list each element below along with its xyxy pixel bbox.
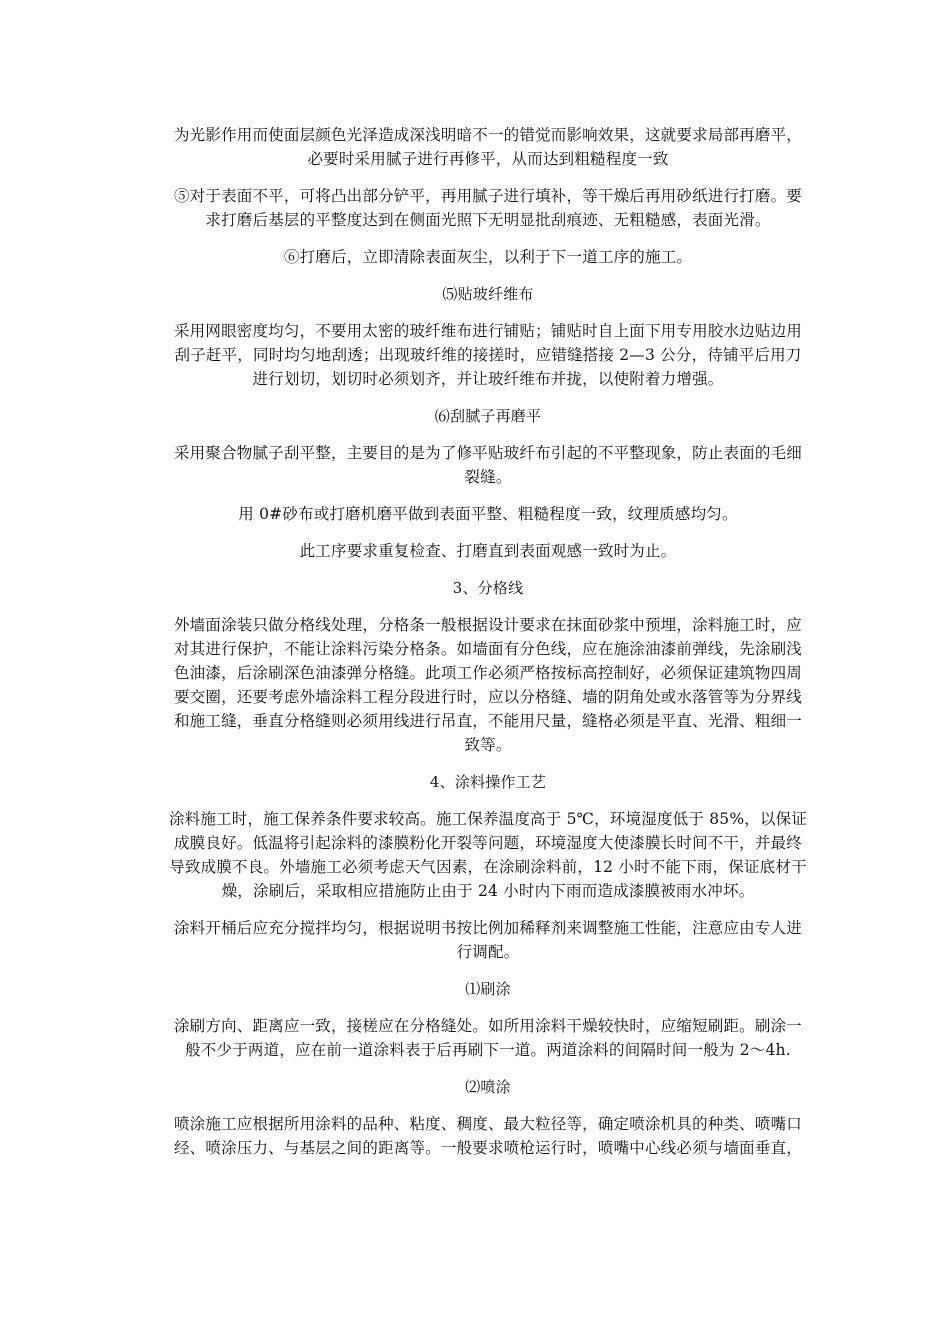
paragraph-sanding: 用 0#砂布或打磨机磨平做到表面平整、粗糙程度一致，纹理质感均匀。 [238, 505, 738, 523]
paragraph-spraying: 喷涂施工应根据所用涂料的品种、粘度、稠度、最大粒径等，确定喷涂机具的种类、喷嘴口经、喷涂压力、与基层之间的距离等。一般要求喷枪运行时，喷嘴中心线必须与墙面垂直， [173, 1115, 802, 1157]
paragraph-coating-mixing: 涂料开桶后应充分搅拌均匀，根据说明书按比例加稀释剂来调整施工性能，注意应由专人进行调配。 [173, 919, 802, 961]
section-heading-brushing: ⑴刷涂 [465, 980, 511, 998]
paragraph-step-6: ⑥打磨后，立即清除表面灰尘，以利于下一道工序的施工。 [283, 248, 693, 266]
paragraph-fiberglass: 采用网眼密度均匀，不要用太密的玻纤维布进行铺贴；铺贴时自上面下用专用胶水边贴边用刮子赶平，同时均匀地刮透；出现玻纤维的接搓时，应错缝搭接 2—3 公分，待铺平后用刀进行划切，划切时必须划齐，并让玻纤维布并拢，以使附着力增强。 [173, 322, 802, 388]
paragraph-step-5: ⑤对于表面不平，可将凸出部分铲平，再用腻子进行填补，等干燥后再用砂纸进行打磨。要求打磨后基层的平整度达到在侧面光照下无明显批刮痕迹、无粗糙感，表面光滑。 [173, 187, 802, 229]
paragraph-coating-conditions: 涂料施工时，施工保养条件要求较高。施工保养温度高于 5℃，环境湿度低于 85%，以保证成膜良好。低温将引起涂料的漆膜粉化开裂等问题，环境湿度大使漆膜长时间不干，并最终导致成膜不良。外墙施工必须考虑天气因素，在涂刷涂料前，12 小时不能下雨，保证底材干燥，涂刷后，采取相应措施防止由于 24 小时内下雨而造成漆膜被雨水冲坏。 [168, 810, 808, 900]
section-heading-division-lines: 3、分格线 [452, 579, 524, 597]
paragraph-putty: 采用聚合物腻子刮平整，主要目的是为了修平贴玻纤布引起的不平整现象，防止表面的毛细裂缝。 [173, 444, 802, 486]
section-heading-putty: ⑹刮腻子再磨平 [434, 407, 542, 425]
paragraph-brushing: 涂刷方向、距离应一致，接槎应在分格缝处。如所用涂料干燥较快时，应缩短刷距。刷涂一般不少于两道，应在前一道涂料表于后再刷下一道。两道涂料的间隔时间一般为 2～4h. [173, 1017, 802, 1059]
section-heading-spraying: ⑵喷涂 [465, 1078, 511, 1096]
paragraph-division-lines: 外墙面涂装只做分格线处理，分格条一般根据设计要求在抹面砂浆中预埋，涂料施工时，应对其进行保护，不能让涂料污染分格条。如墙面有分色线，应在施涂油漆前弹线，先涂刷浅色油漆，后涂刷深色油漆弹分格缝。此项工作必须严格按标高控制好，必须保证建筑物四周要交圈，还要考虑外墙涂料工程分段进行时，应以分格缝、墙的阴角处或水落管等为分界线和施工缝，垂直分格缝则必须用线进行吊直，不能用尺量，缝格必须是平直、光滑、粗细一致等。 [173, 616, 802, 754]
document-body [168, 123, 808, 1160]
section-heading-coating-process: 4、涂料操作工艺 [429, 773, 547, 791]
section-heading-fiberglass: ⑸贴玻纤维布 [442, 285, 534, 303]
paragraph-repeat-check: 此工序要求重复检查、打磨直到表面观感一致时为止。 [299, 542, 677, 560]
paragraph-intro: 为光影作用而使面层颜色光泽造成深浅明暗不一的错觉而影响效果，这就要求局部再磨平，必要时采用腻子进行再修平，从而达到粗糙程度一致 [173, 126, 802, 168]
